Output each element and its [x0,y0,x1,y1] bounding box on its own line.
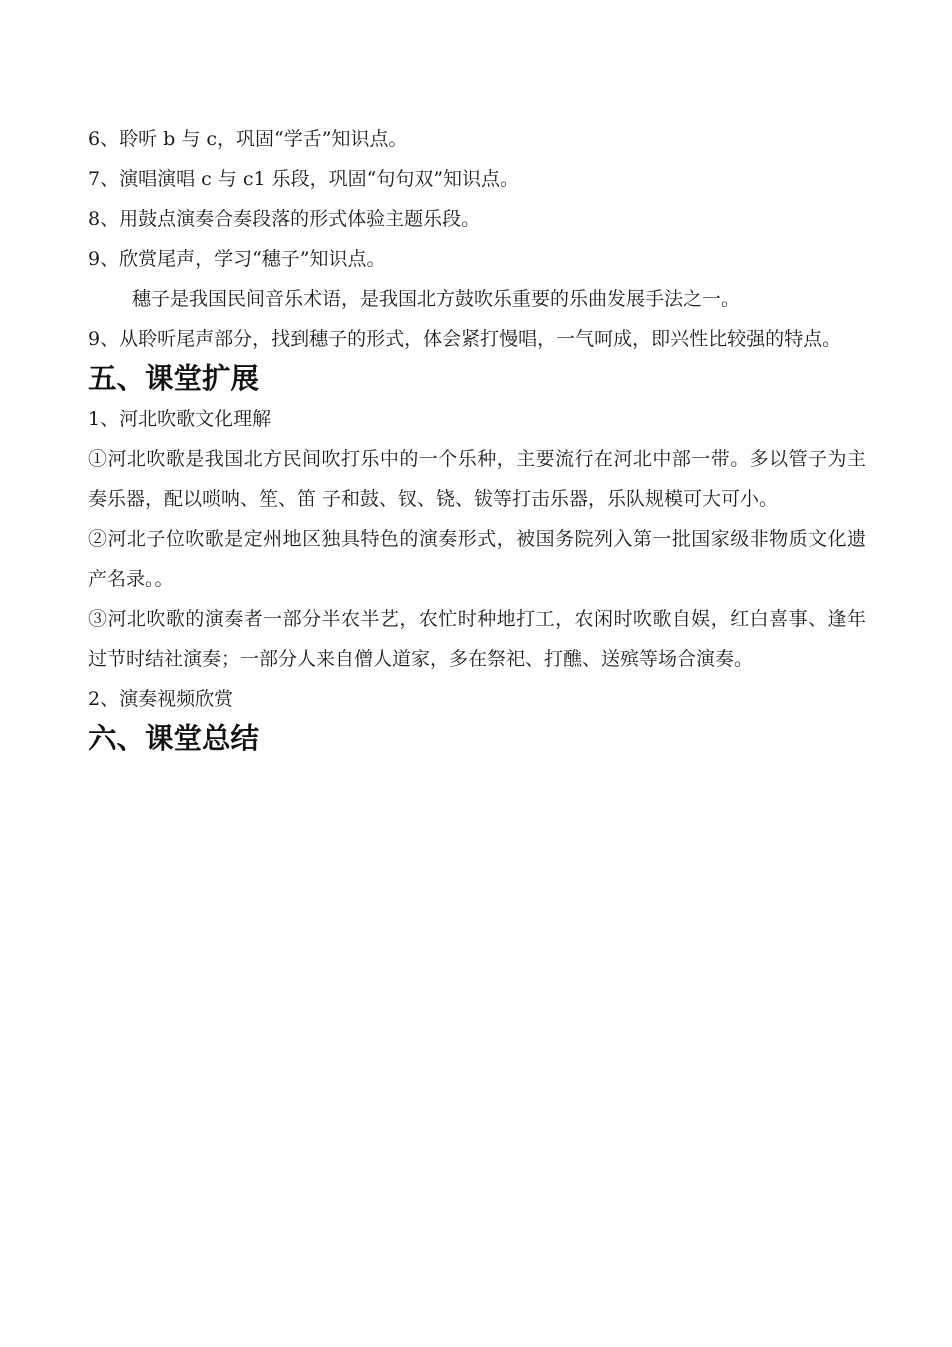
hebei-chuige-point-2: ②河北子位吹歌是定州地区独具特色的演奏形式，被国务院列入第一批国家级非物质文化遗产名录。。 [88,528,866,590]
hebei-chuige-point-1: ①河北吹歌是我国北方民间吹打乐中的一个乐种，主要流行在河北中部一带。多以管子为主奏乐器，配以唢呐、笙、笛 子和鼓、钗、铙、钹等打击乐器，乐队规模可大可小。 [88,448,866,510]
section-5-item-2-title: 2、演奏视频欣赏 [88,688,234,710]
step-8: 8、用鼓点演奏合奏段落的形式体验主题乐段。 [88,208,481,230]
step-6: 6、聆听 b 与 c，巩固“学舌”知识点。 [88,128,408,150]
step-9: 9、欣赏尾声，学习“穗子”知识点。 [88,248,386,270]
section-6-heading: 六、课堂总结 [88,722,260,755]
section-5-item-1-title: 1、河北吹歌文化理解 [88,408,272,430]
section-5-heading: 五、课堂扩展 [88,362,260,395]
step-9-listening: 9、从聆听尾声部分，找到穗子的形式，体会紧打慢唱，一气呵成，即兴性比较强的特点。 [88,328,842,350]
document-body [88,119,866,759]
hebei-chuige-point-3: ③河北吹歌的演奏者一部分半农半艺，农忙时种地打工，农闲时吹歌自娱，红白喜事、逢年过节时结社演奏；一部分人来自僧人道家，多在祭祀、打醮、送殡等场合演奏。 [88,608,866,670]
step-7: 7、演唱演唱 c 与 c1 乐段，巩固“句句双”知识点。 [88,168,520,190]
suizi-definition: 穗子是我国民间音乐术语，是我国北方鼓吹乐重要的乐曲发展手法之一。 [132,288,741,310]
